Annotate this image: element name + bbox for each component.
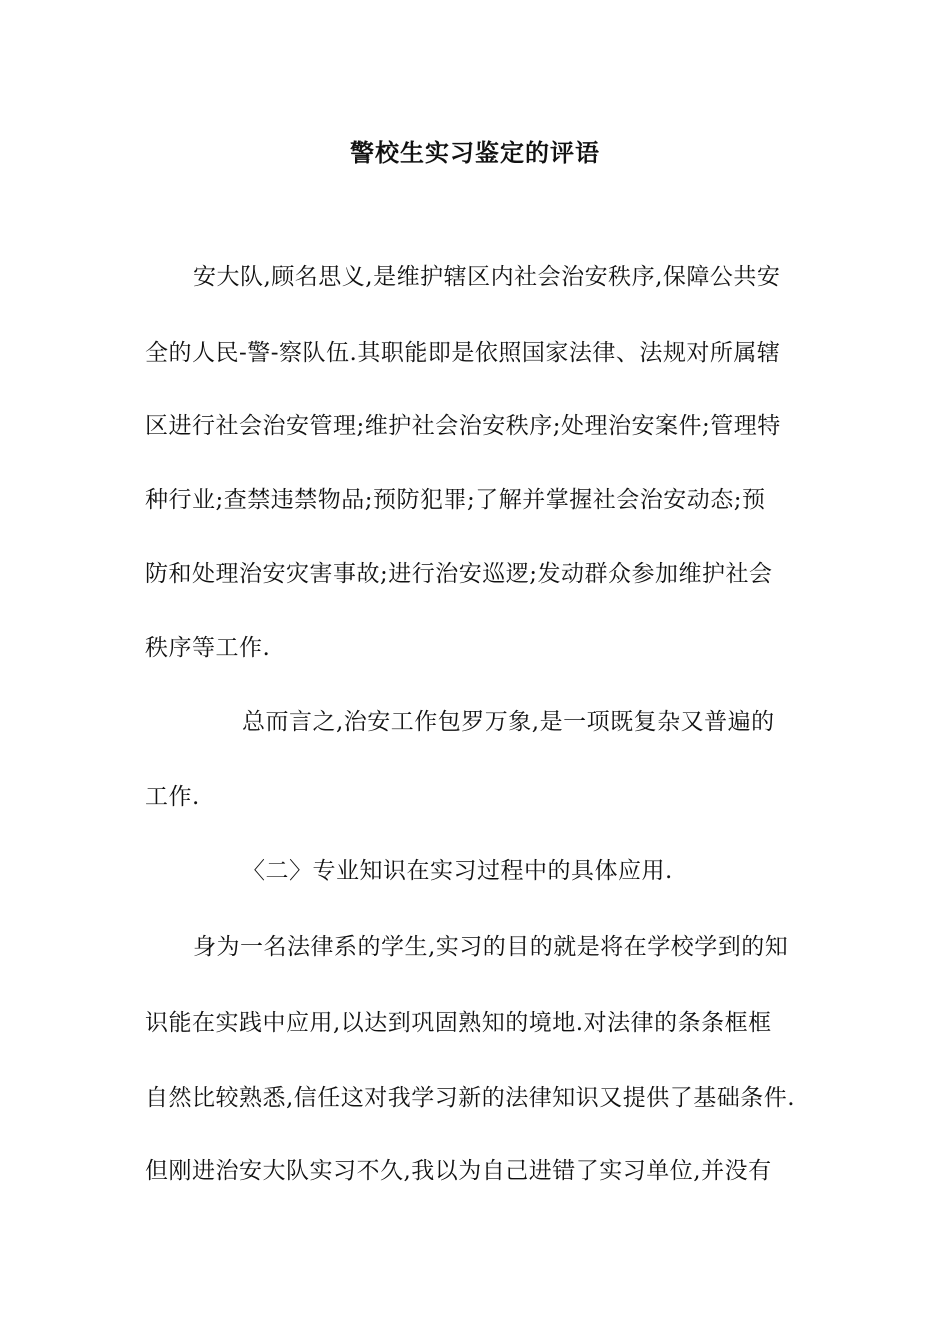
section-heading: 〈二〉专业知识在实习过程中的具体应用. — [242, 858, 673, 884]
document-title: 警校生实习鉴定的评语 — [350, 139, 600, 167]
paragraph-line: 秩序等工作. — [145, 635, 271, 661]
paragraph-line: 种行业;查禁违禁物品;预防犯罪;了解并掌握社会治安动态;预 — [145, 487, 766, 513]
paragraph-line: 身为一名法律系的学生,实习的目的就是将在学校学到的知 — [193, 934, 789, 960]
paragraph-line: 总而言之,治安工作包罗万象,是一项既复杂又普遍的 — [242, 709, 775, 735]
paragraph-line: 但刚进治安大队实习不久,我以为自己进错了实习单位,并没有 — [145, 1158, 772, 1184]
paragraph-line: 全的人民-警-察队伍.其职能即是依照国家法律、法规对所属辖 — [145, 340, 781, 366]
paragraph-line: 识能在实践中应用,以达到巩固熟知的境地.对法律的条条框框 — [145, 1010, 772, 1036]
paragraph-line: 区进行社会治安管理;维护社会治安秩序;处理治安案件;管理特 — [145, 413, 781, 439]
paragraph-line: 自然比较熟悉,信任这对我学习新的法律知识又提供了基础条件. — [145, 1085, 796, 1111]
paragraph-line: 安大队,顾名思义,是维护辖区内社会治安秩序,保障公共安 — [193, 264, 781, 290]
paragraph-line: 防和处理治安灾害事故;进行治安巡逻;发动群众参加维护社会 — [145, 561, 773, 587]
paragraph-line: 工作. — [145, 784, 200, 810]
